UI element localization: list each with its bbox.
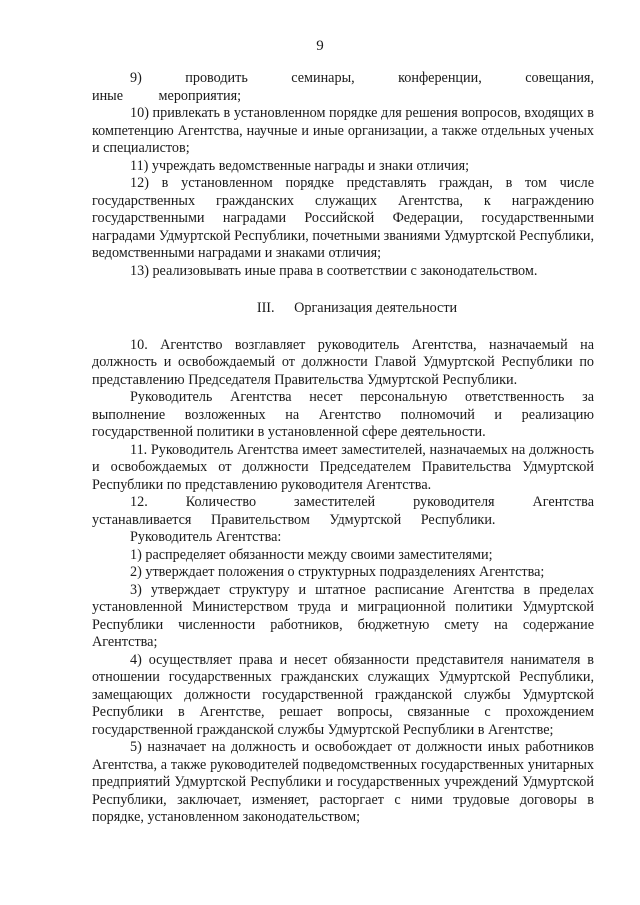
paragraph-duty-1: 1) распределяет обязанности между своими заместителями;	[130, 546, 493, 563]
section-title: Организация деятельности	[294, 300, 458, 316]
section-number: III.	[256, 300, 275, 316]
paragraph-item-12: 12) в установленном порядке представлять граждан, в том числе государственных гражданских служащих Агентства, к награждению государственными наградами Российской Федерации, государственными наградами Удмуртской Республики, почетными званиями Удмуртской Республики, ведомственными наградами и знаками отличия;	[92, 175, 594, 261]
paragraph-clause-12: 12. Количество заместителей руководителя Агентства устанавливается Правительством Удмуртской Республики.	[92, 494, 594, 528]
paragraph-clause-11: 11. Руководитель Агентства имеет заместителей, назначаемых на должность и освобождаемых от должности Председателем Правительства Удмуртской Республики по представлению руководителя Агентства.	[92, 441, 594, 493]
paragraph-responsibility: Руководитель Агентства несет персональную ответственность за выполнение возложенных на Агентство полномочий и реализацию государственной политики в установленной сфере деятельности.	[92, 389, 594, 440]
paragraph-duty-4: 4) осуществляет права и несет обязанности представителя нанимателя в отношении государственных гражданских служащих Удмуртской Республики, замещающих должности государственной гражданской службы Удмуртской Республики в Агентстве, решает вопросы, связанные с прохождением государственной гражданской службы Удмуртской Республики в Агентстве;	[92, 651, 594, 738]
document-body	[92, 70, 594, 827]
paragraph-item-11: 11) учреждать ведомственные награды и знаки отличия;	[130, 157, 470, 174]
paragraph-duty-3: 3) утверждает структуру и штатное расписание Агентства в пределах установленной Министерством труда и миграционной политики Удмуртской Республики численности работников, бюджетную смету на содержание Агентства;	[92, 581, 594, 650]
paragraph-item-10: 10) привлекать в установленном порядке для решения вопросов, входящих в компетенцию Агентства, научные и иные организации, а также отдельных ученых и специалистов;	[92, 105, 594, 156]
paragraph-item-9: 9) проводить семинары, конференции, совещания, иные мероприятия;	[92, 70, 594, 104]
paragraph-duty-5: 5) назначает на должность и освобождает от должности иных работников Агентства, а также руководителей подведомственных государственных унитарных предприятий Удмуртской Республики и государственных учреждений Удмуртской Республики, заключает, изменяет, расторгает с ними трудовые договоры в порядке, установленном законодательством;	[92, 739, 594, 825]
paragraph-duty-2: 2) утверждает положения о структурных подразделениях Агентства;	[130, 564, 545, 580]
section-heading	[92, 300, 594, 318]
paragraph-head-intro: Руководитель Агентства:	[130, 529, 282, 545]
paragraph-item-13: 13) реализовывать иные права в соответствии с законодательством.	[130, 262, 538, 279]
page-number: 9	[316, 38, 324, 54]
paragraph-clause-10: 10. Агентство возглавляет руководитель Агентства, назначаемый на должность и освобождаемый от должности Главой Удмуртской Республики по представлению Председателя Правительства Удмуртской Республики.	[92, 336, 594, 388]
